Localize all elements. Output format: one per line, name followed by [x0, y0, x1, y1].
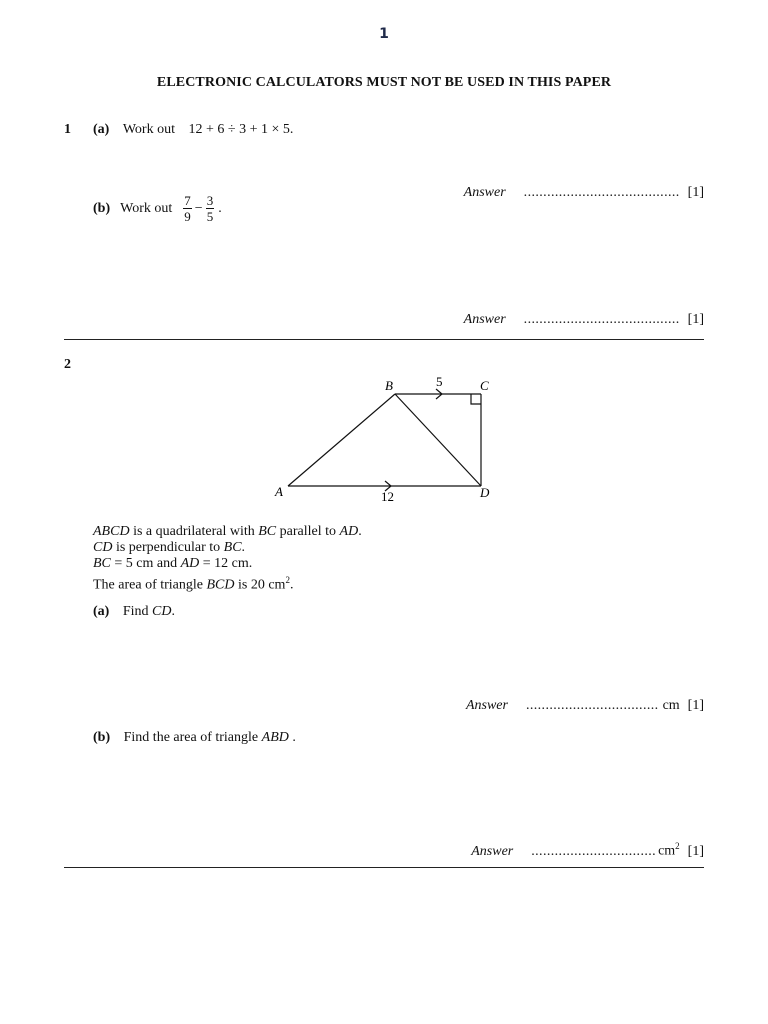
answer-line-2a — [466, 698, 704, 714]
part-label: (b) — [93, 730, 111, 745]
vertex-label-c: C — [480, 378, 489, 393]
full-stop: . — [218, 200, 222, 216]
vertex-label-b: B — [385, 378, 393, 393]
answer-label: Answer — [463, 312, 506, 327]
stem-line-2: CD is perpendicular to BC. — [93, 540, 246, 555]
page-number: 1 — [379, 26, 389, 42]
instruction-text: Find the area of triangle — [123, 730, 262, 745]
expression: 12 + 6 ÷ 3 + 1 × 5. — [188, 122, 294, 137]
answer-blank[interactable]: ........................................ — [523, 185, 680, 200]
fraction-2: $\frac{3}{5}$ — [206, 193, 214, 224]
right-angle-mark — [471, 394, 481, 404]
marks: [1] — [687, 843, 704, 859]
exam-instruction: ELECTRONIC CALCULATORS MUST NOT BE USED IN THIS PAPER — [156, 75, 612, 90]
answer-label: Answer — [471, 843, 514, 859]
vertex-label-a: A — [275, 484, 283, 499]
part-label: (a) — [93, 122, 110, 137]
answer-label: Answer — [463, 185, 506, 200]
variable: CD — [152, 604, 172, 619]
instruction-text: Find — [122, 604, 153, 619]
question-2a: (a) Find CD. — [93, 604, 175, 619]
answer-label: Answer — [465, 698, 508, 713]
answer-blank[interactable]: ................................ — [531, 843, 657, 859]
minus-sign: − — [194, 200, 203, 216]
diagonal-bd — [395, 394, 481, 486]
stem-line-3: BC = 5 cm and AD = 12 cm. — [93, 556, 253, 571]
marks: [1] — [687, 698, 704, 713]
answer-blank[interactable]: ........................................ — [523, 312, 680, 327]
instruction-text: Work out — [120, 200, 173, 216]
part-label: (b) — [93, 200, 111, 216]
variable: ABD — [261, 730, 289, 745]
vertex-label-d: D — [480, 485, 490, 500]
question-1-number: 1 — [64, 122, 71, 137]
fraction-1: $\frac{7}{9}$ — [184, 193, 191, 224]
unit: cm — [662, 698, 680, 713]
length-label-ad: 12 — [381, 489, 394, 504]
question-2b: (b) Find the area of triangle ABD . — [93, 730, 296, 745]
length-label-bc: 5 — [436, 374, 443, 389]
instruction-text: Work out — [122, 122, 175, 137]
stem-line-4: The area of triangle BCD is 20 $cm^2$. — [93, 575, 294, 593]
unit: $cm^2$ — [658, 841, 680, 859]
part-label: (a) — [93, 604, 110, 619]
side-ab — [288, 394, 395, 486]
question-2-stem — [93, 524, 362, 593]
answer-blank[interactable]: .................................. — [525, 698, 659, 713]
question-divider — [64, 867, 704, 868]
stem-line-1: ABCD is a quadrilateral with BC parallel to AD. — [93, 524, 362, 539]
marks: [1] — [687, 185, 704, 200]
question-2-number: 2 — [64, 357, 71, 372]
answer-line-2b — [471, 841, 704, 860]
marks: [1] — [687, 312, 704, 327]
